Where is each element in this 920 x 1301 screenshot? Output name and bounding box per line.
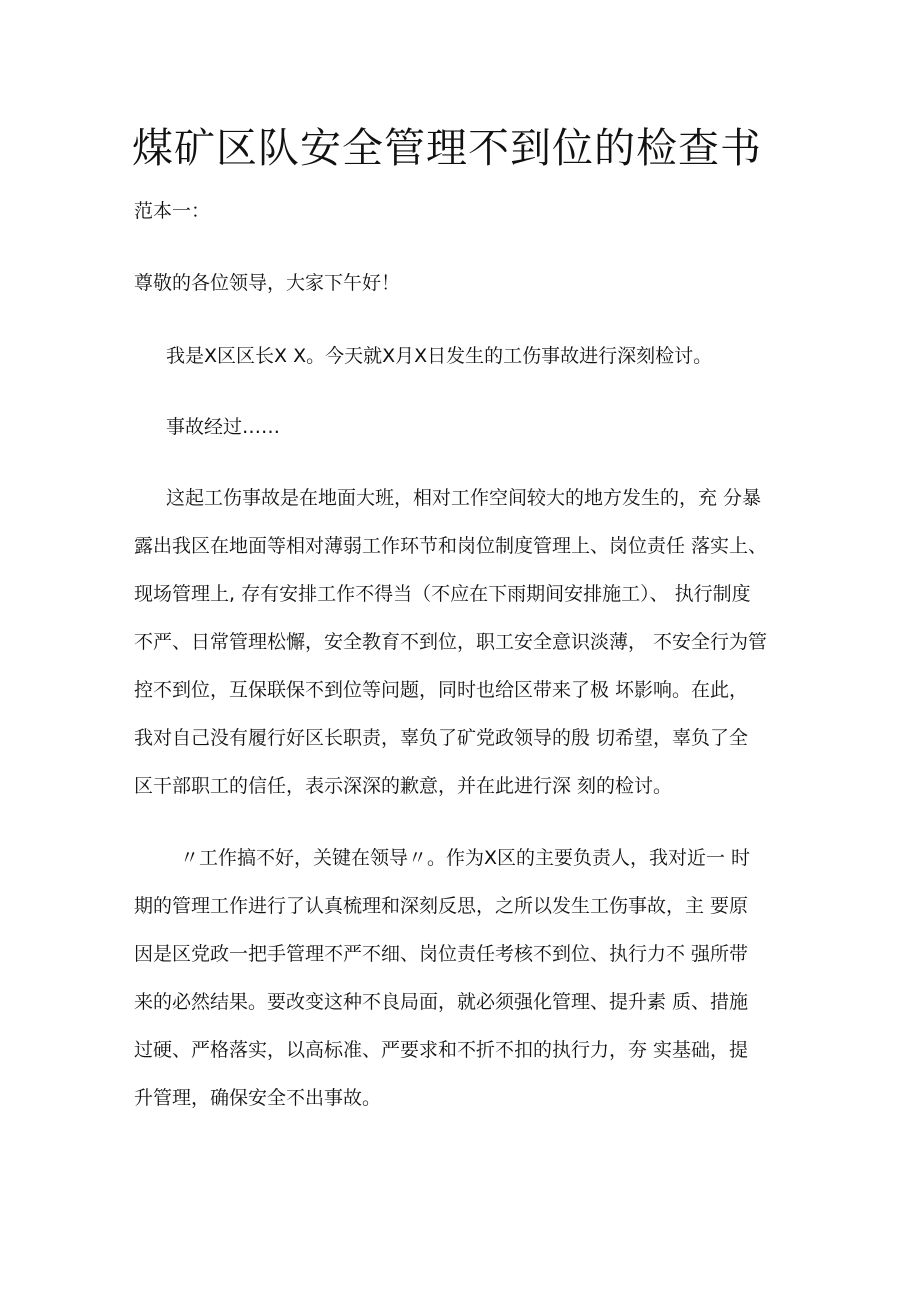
paragraph-line: 升管理，确保安全不出事故。	[134, 1087, 382, 1109]
paragraph-line: 过硬、严格落实，以高标准、严要求和不折不扣的执行力，夯 实基础，提	[134, 1039, 749, 1061]
paragraph-line: 控不到位，互保联保不到位等问题，同时也给区带来了极 坏影响。在此，	[134, 679, 749, 701]
paragraph-line: 现场管理上, 存有安排工作不得当（不应在下雨期间安排施工）、 执行制度	[134, 583, 751, 605]
paragraph-line: 来的必然结果。要改变这种不良局面，就必须强化管理、提升素 质、措施	[134, 991, 749, 1013]
template-label: 范本一：	[134, 200, 211, 222]
paragraph-line: 不严、日常管理松懈，安全教育不到位，职工安全意识淡薄， 不安全行为管	[134, 631, 768, 653]
accident-heading: 事故经过……	[166, 416, 281, 438]
intro-line: 我是X区区长X X。今天就X月X日发生的工伤事故进行深刻检讨。	[166, 345, 713, 367]
paragraph-line: 〃工作搞不好，关键在领导〃。作为X区的主要负责人，我对近一 时	[180, 847, 751, 869]
paragraph-line: 区干部职工的信任，表示深深的歉意，并在此进行深 刻的检讨。	[134, 775, 673, 797]
document-title: 煤矿区队安全管理不到位的检查书	[132, 124, 762, 172]
paragraph-line: 露出我区在地面等相对薄弱工作环节和岗位制度管理上、岗位责任 落实上、	[134, 535, 768, 557]
paragraph-line: 因是区党政一把手管理不严不细、岗位责任考核不到位、执行力不 强所带	[134, 943, 749, 965]
greeting: 尊敬的各位领导，大家下午好！	[134, 272, 401, 294]
paragraph-line: 我对自己没有履行好区长职责，辜负了矿党政领导的殷 切希望，辜负了全	[134, 727, 749, 749]
paragraph-line: 这起工伤事故是在地面大班，相对工作空间较大的地方发生的，充 分暴	[166, 487, 762, 509]
paragraph-line: 期的管理工作进行了认真梳理和深刻反思，之所以发生工伤事故，主 要原	[134, 895, 749, 917]
